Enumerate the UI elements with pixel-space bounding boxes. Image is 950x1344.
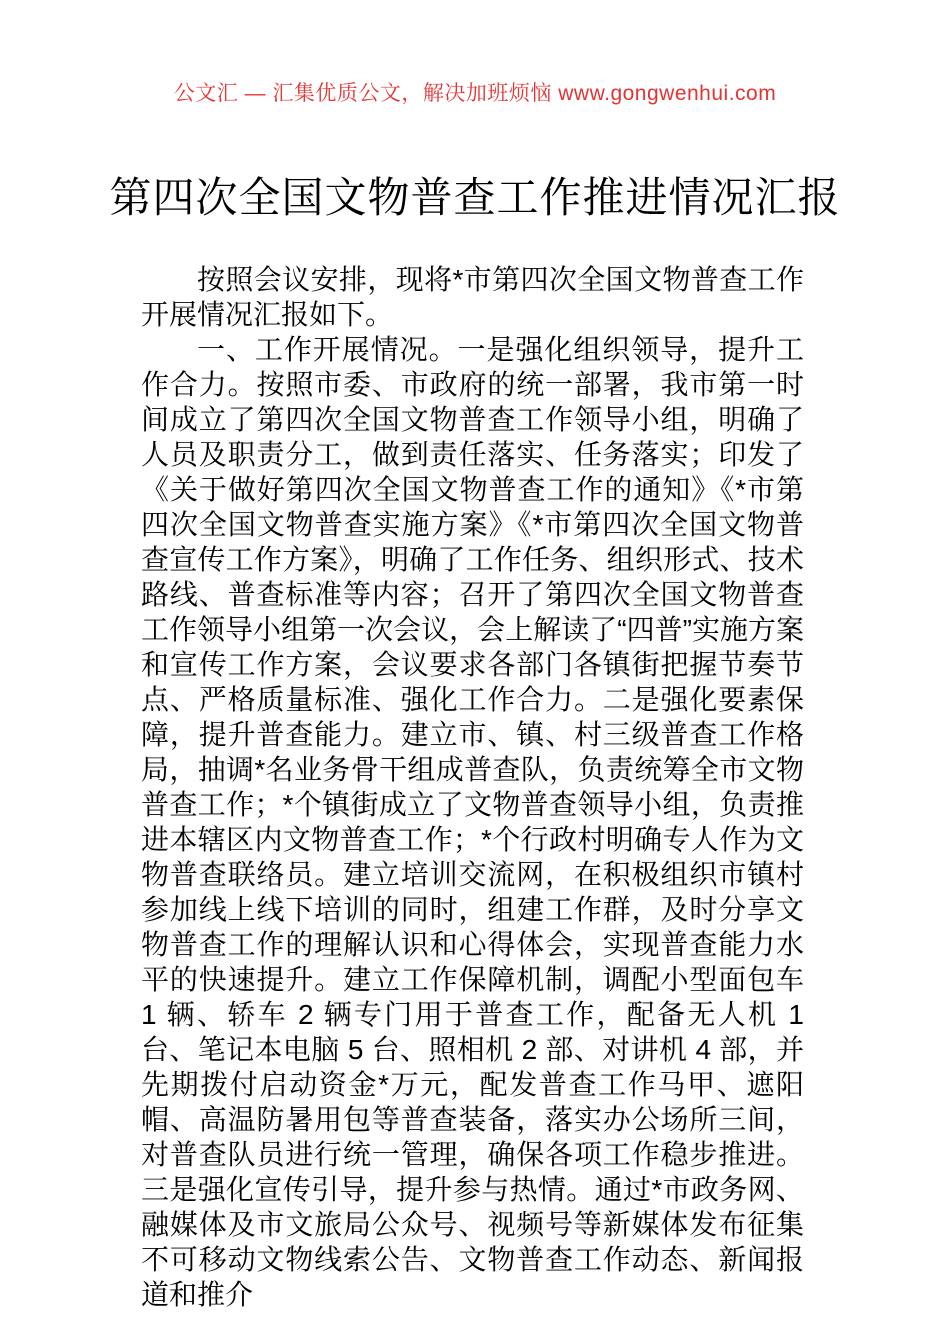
paragraph: 按照会议安排，现将*市第四次全国文物普查工作开展情况汇报如下。 xyxy=(141,264,804,330)
paragraph: 一、工作开展情况。一是强化组织领导，提升工作合力。按照市委、市政府的统一部署，我市第一时间成立了第四次全国文物普查工作领导小组，明确了人员及职责分工，做到责任落实、任务落实；印发了《关于做好第四次全国文物普查工作的通知》《*市第四次全国文物普查实施方案》《*市第四次全国文物普查宣传工作方案》，明确了工作任务、组织形式、技术路线、普查标准等内容；召开了第四次全国文物普查工作领导小组第一次会议，会上解读了“四普”实施方案和宣传工作方案，会议要求各部门各镇街把握节奏节点、严格质量标准、强化工作合力。二是强化要素保障，提升普查能力。建立市、镇、村三级普查工作格局，抽调*名业务骨干组成普查队，负责统筹全市文物普查工作；*个镇街成立了文物普查领导小组，负责推进本辖区内文物普查工作；*个行政村明确专人作为文物普查联络员。建立培训交流网，在积极组织市镇村参加线上线下培训的同时，组建工作群，及时分享文物普查工作的理解认识和心得体会，实现普查能力水平的快速提升。建立工作保障机制，调配小型面包车 1 辆、轿车 2 辆专门用于普查工作，配备无人机 1 台、笔记本电脑 5 台、照相机 2 部、对讲机 4 部，并先期拨付启动资金*万元，配发普查工作马甲、遮阳帽、高温防暑用包等普查装备，落实办公场所三间，对普查队员进行统一管理，确保各项工作稳步推进。三是强化宣传引导，提升参与热情。通过*市政务网、融媒体及市文旅局公众号、视频号等新媒体发布征集不可移动文物线索公告、文物普查工作动态、新闻报道和推介 xyxy=(141,334,804,1310)
document-title: 第四次全国文物普查工作推进情况汇报 xyxy=(109,174,841,221)
document-body xyxy=(141,262,804,1312)
site-banner: 公文汇 — 汇集优质公文，解决加班烦恼 www.gongwenhui.com xyxy=(173,82,777,105)
